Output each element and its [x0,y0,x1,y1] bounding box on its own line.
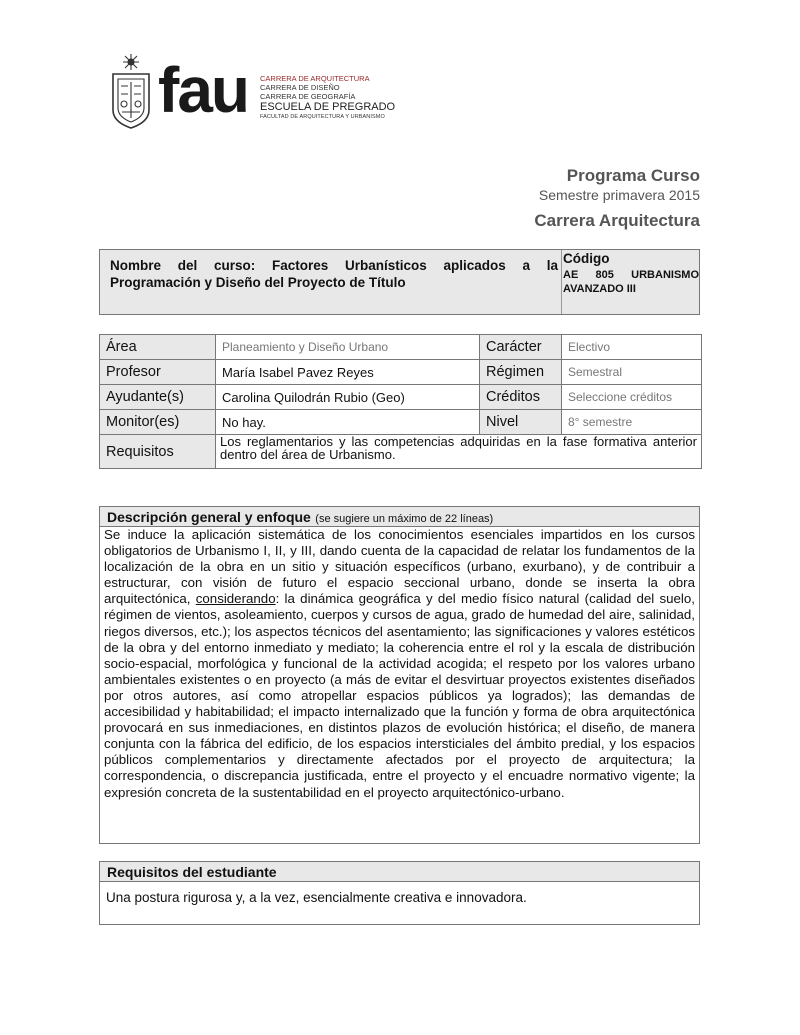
career-title: Carrera Arquitectura [534,211,700,230]
description-body[interactable] [99,526,700,844]
student-requirements-heading: Requisitos del estudiante [107,864,277,880]
university-crest-icon [110,52,152,130]
logo-line: FACULTAD DE ARQUITECTURA Y URBANISMO [260,114,385,120]
ayudante-value[interactable]: Carolina Quilodrán Rubio (Geo) [216,385,480,410]
description-heading: Descripción general y enfoque [107,509,311,525]
code-label: Código [563,251,610,266]
nivel-label: Nivel [480,410,562,435]
caracter-label: Carácter [480,335,562,360]
code-value: AE 805 URBANISMO AVANZADO III [563,269,699,295]
logo-line: CARRERA DE GEOGRAFÍA [260,92,356,101]
course-name-box [99,249,700,315]
creditos-value[interactable]: Seleccione créditos [562,385,702,410]
description-note: (se sugiere un máximo de 22 líneas) [315,513,494,525]
regimen-label: Régimen [480,360,562,385]
logo-line: CARRERA DE ARQUITECTURA [260,74,370,83]
logo-line: CARRERA DE DISEÑO [260,83,340,92]
description-underlined-word: considerando [195,591,276,607]
requisitos-value[interactable]: Los reglamentarios y las competencias adquiridas en la fase formativa anterior dentro del área de Urbanismo. [216,435,702,469]
table-row [100,385,702,410]
description-text: Se induce la aplicación sistemática de los conocimientos esenciales impartidos en los cursos obligatorios de Urbanismo I, II, y III, dando cuenta de la capacidad de relatar los fundamentos de la localización de la obra en un sitio y situación específicos (urbano, exurbano), y de contribuir a estructurar, con visión de futuro el espacio seccional urbano, donde se inserta la obra arquitectónica, [104,527,695,607]
divider [561,250,562,314]
table-row [100,435,702,469]
description-header [99,506,700,527]
student-requirements-body[interactable] [99,882,700,925]
fau-logo [110,52,400,132]
description-text: : la dinámica geográfica y del medio físico natural (calidad del suelo, régimen de vientos, asoleamiento, cuerpos y cursos de agua, grado de humedad del aire, salinidad, riegos diversos, etc.); los aspectos técnicos del asentamiento; las significaciones y valores estéticos de la obra y del entorno inmediato y mediato; la coherencia entre el rol y la escala de distribución socio-espacial, morfológica y funcional de la actividad acogida; el respeto por los valores urbano ambientales existentes o en proyecto (a más de evitar el desvirtuar proyectos existentes diseñados por otros autores, así como atropellar espacios públicos ya logrados); las demandas de accesibilidad y habitabilidad; el impacto internalizado que la función y forma de obra arquitectónica provocará en sus inmediaciones, en distintos plazos de evolución histórica; el diseño, de manera conjunta con la fábrica del edificio, de los espacios intersticiales del ámbito predial, y los espacios públicos complementarios y directamente afectados por el proyecto de arquitectura; la correspondencia, o discrepancia justificada, entre el proyecto y el encuadre normativo vigente; la expresión concreta de la sustentabilidad en el proyecto arquitectónico-urbano. [104,591,695,800]
monitor-label: Monitor(es) [100,410,216,435]
brand-wordmark: fau [158,54,248,126]
table-row [100,335,702,360]
student-requirements-text: Una postura rigurosa y, a la vez, esencialmente creativa e innovadora. [106,890,527,905]
program-title: Programa Curso [566,166,700,185]
profesor-label: Profesor [100,360,216,385]
logo-line: ESCUELA DE PREGRADO [260,101,396,113]
creditos-label: Créditos [480,385,562,410]
profesor-value[interactable]: María Isabel Pavez Reyes [216,360,480,385]
table-row [100,410,702,435]
semester-label: Semestre primavera 2015 [538,187,700,203]
caracter-value[interactable]: Electivo [562,335,702,360]
ayudante-label: Ayudante(s) [100,385,216,410]
area-value[interactable]: Planeamiento y Diseño Urbano [216,335,480,360]
course-name: Nombre del curso: Factores Urbanísticos aplicados a la Programación y Diseño del Proyecto de Título [110,258,558,290]
nivel-value[interactable]: 8° semestre [562,410,702,435]
requisitos-label: Requisitos [100,435,216,469]
area-label: Área [100,335,216,360]
course-info-table [99,334,702,469]
regimen-value[interactable]: Semestral [562,360,702,385]
monitor-value[interactable]: No hay. [216,410,480,435]
logo-text-block [260,74,400,121]
table-row [100,360,702,385]
student-requirements-header [99,861,700,882]
